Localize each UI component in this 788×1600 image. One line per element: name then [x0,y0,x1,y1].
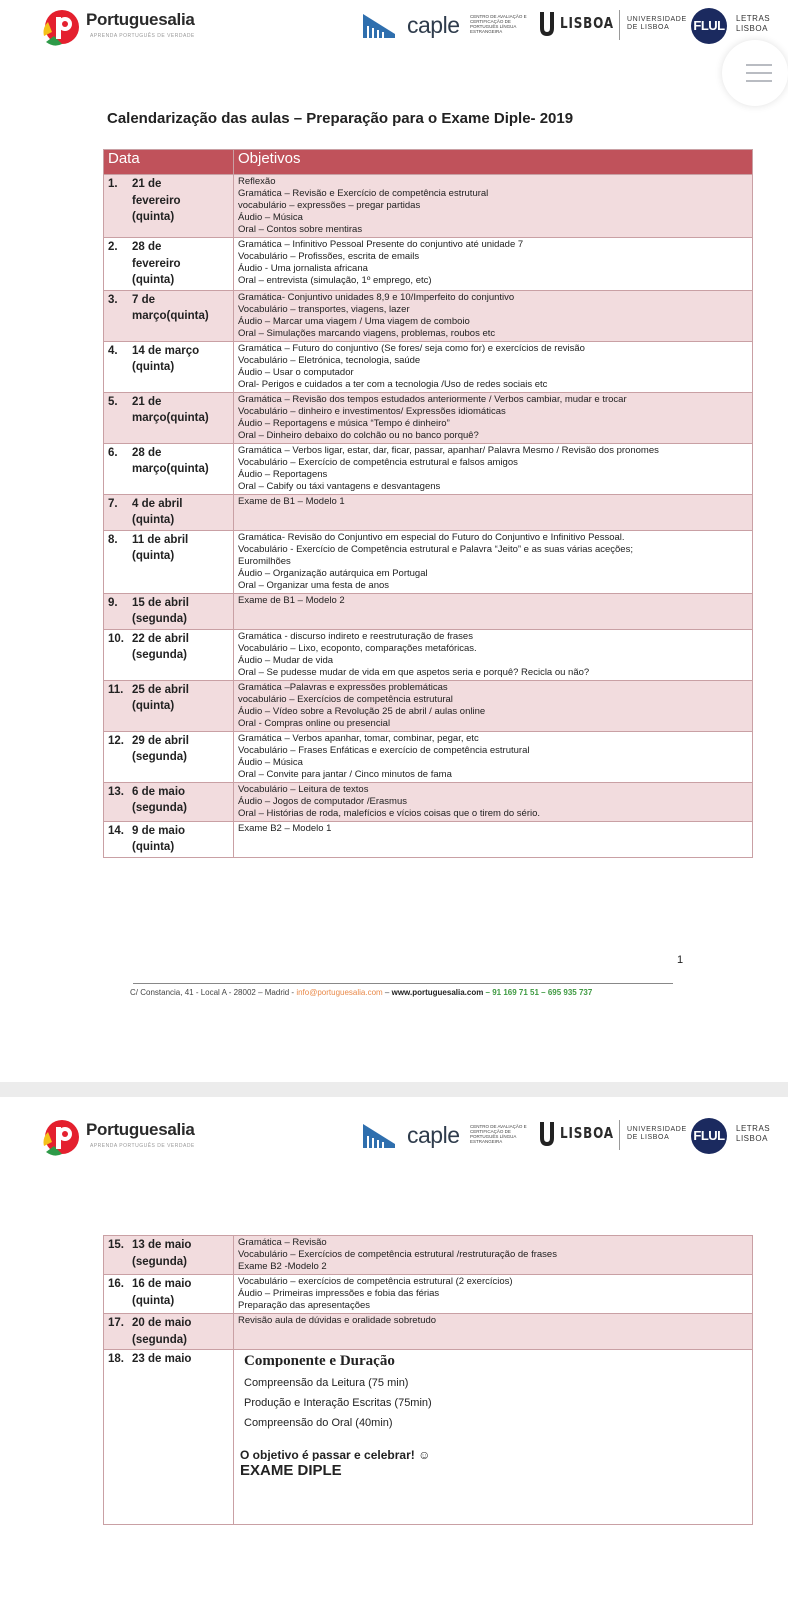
objective-line: Oral – Contos sobre mentiras [238,224,363,235]
date-line: (segunda) [132,1333,187,1346]
lesson-number: 13. [108,785,124,798]
lesson-number: 8. [108,533,118,546]
objective-line: Áudio – Marcar uma viagem / Uma viagem de comboio [238,315,470,327]
brand-tagline: APRENDA PORTUGUÊS DE VERDADE [90,33,195,39]
caple-subtitle: CENTRO DE AVALIAÇÃO E CERTIFICAÇÃO DE PORTUGUÊS LÍNGUA ESTRANGEIRA [470,1124,527,1144]
brand-name: Portuguesalia [86,1120,195,1139]
objective-line: Áudio – Mudar de vida [238,654,334,666]
objective-line: Vocabulário – Leitura de textos [238,783,369,795]
objective-line: Exame de B1 – Modelo 2 [238,594,345,606]
date-line: 9 de maio [132,824,186,837]
component-item: Compreensão do Oral (40min) [244,1417,393,1429]
date-line: (quinta) [132,841,175,853]
hamburger-menu-icon[interactable] [722,40,788,106]
letras-label: LETRAS LISBOA [736,14,771,33]
lesson-number: 11. [108,683,124,696]
schedule-row [104,593,753,629]
date-line: (quinta) [132,211,175,223]
objective-line: Vocabulário – exercícios de competência estrutural (2 exercícios) [238,1276,513,1287]
date-line: 14 de março [132,344,200,357]
objective-line: Áudio – Música [238,756,303,768]
lesson-objectives [234,530,753,593]
lesson-number: 4. [108,344,118,357]
date-line: (quinta) [132,550,175,562]
schedule-row [104,1314,753,1350]
objective-line: Oral – Simulações marcando viagens, problemas, roubos etc [238,327,496,339]
objective-line: Vocabulário – Lixo, ecoponto, comparações metafóricas. [238,642,477,654]
footer-email-link[interactable]: info@portuguesalia.com [296,988,383,997]
date-line: 16 de maio [132,1278,192,1290]
objective-line: Áudio – Usar o computador [238,366,354,378]
objective-line: Áudio – Reportagens e música “Tempo é dinheiro” [238,417,450,429]
lesson-objectives [234,629,753,680]
caple-subtitle: CENTRO DE AVALIAÇÃO E CERTIFICAÇÃO DE PORTUGUÊS LÍNGUA ESTRANGEIRA [470,14,527,34]
lesson-number: 1. [108,178,118,190]
objective-line: Gramática – Verbos ligar, estar, dar, ficar, passar, apanhar/ Palavra Mesmo / Revisão dos pronomes [238,444,659,456]
caple-logo-icon [361,1122,397,1150]
lesson-objectives [234,1314,753,1350]
lisboa-label: LISBOA [560,14,614,32]
date-line: (segunda) [132,802,187,814]
objective-line: Vocabulário – Exercícios de competência estrutural /restruturação de frases [238,1249,557,1260]
lesson-objectives [234,494,753,530]
universidade-label: UNIVERSIDADE DE LISBOA [627,16,687,31]
brand-tagline: APRENDA PORTUGUÊS DE VERDADE [90,1143,195,1149]
objective-line: Reflexão [238,176,276,187]
document-title: Calendarização das aulas – Preparação para o Exame Diple- 2019 [107,110,574,127]
date-line: 28 de [132,241,162,253]
objective-line: Exame B2 – Modelo 1 [238,822,332,834]
date-line: 25 de abril [132,683,189,696]
objective-line: Oral - Compras online ou presencial [238,717,391,729]
schedule-row [104,680,753,731]
schedule-row [104,1275,753,1314]
component-item: Compreensão da Leitura (75 min) [244,1377,409,1389]
lesson-date [104,782,234,821]
objective-line: Áudio – Organização autárquica em Portugal [238,567,428,579]
lesson-objectives [234,341,753,392]
exam-label: EXAME DIPLE [240,1465,342,1477]
date-line: (segunda) [132,1255,187,1268]
objective-line: Gramática - discurso indireto e reestruturação de frases [238,630,473,642]
schedule-row [104,392,753,443]
lesson-number: 16. [108,1278,124,1290]
lesson-date [104,341,234,392]
date-line: 28 de [132,446,162,459]
objective-line: Vocabulário – Frases Enfáticas e exercício de competência estrutural [238,744,530,756]
date-line: fevereiro [132,194,181,207]
component-item: Produção e Interação Escritas (75min) [244,1397,432,1409]
lesson-objectives [234,731,753,782]
document-page-2 [0,1097,788,1600]
objective-line: Oral – Convite para jantar / Cinco minutos de fama [238,768,452,780]
lesson-number: 12. [108,734,124,747]
ulisboa-logo-icon [537,10,557,38]
objective-line: vocabulário – expressões – pregar partidas [238,200,421,211]
lesson-date [104,680,234,731]
lesson-date [104,494,234,530]
date-line: março(quinta) [132,463,209,475]
schedule-table [103,149,753,858]
date-line: 4 de abril [132,497,183,510]
lesson-objectives [234,443,753,494]
objective-line: Gramática- Conjuntivo unidades 8,9 e 10/Imperfeito do conjuntivo [238,291,515,303]
objective-line: Oral- Perigos e cuidados a ter com a tecnologia /Uso de redes sociais etc [238,378,548,390]
objective-line: Vocabulário – Eletrónica, tecnologia, saúde [238,354,421,366]
schedule-row [104,341,753,392]
lesson-number: 3. [108,293,118,306]
date-line: (segunda) [132,649,187,661]
lesson-objectives [234,290,753,341]
objective-line: Gramática- Revisão do Conjuntivo em especial do Futuro do Conjuntivo e Infinitivo Pessoal. [238,531,625,543]
date-line: (quinta) [132,361,175,373]
lisboa-label: LISBOA [560,1124,614,1142]
page-header [0,1110,788,1170]
ulisboa-logo-icon [537,1120,557,1148]
schedule-row [104,629,753,680]
schedule-row [104,238,753,291]
lesson-number: 9. [108,596,118,609]
lesson-number: 14. [108,824,124,837]
caple-label: caple [407,1122,460,1148]
schedule-table-continued [103,1235,753,1525]
lesson-date [104,1236,234,1275]
lesson-objectives [234,1350,753,1525]
objective-line: Vocabulário – Exercício de competência estrutural e falsos amigos [238,456,518,468]
objective-line: Exame de B1 – Modelo 1 [238,495,345,507]
lesson-number: 10. [108,632,124,645]
schedule-row [104,1350,753,1525]
objective-line: Euromilhões [238,555,291,567]
objective-line: Oral – entrevista (simulação, 1º emprego, etc) [238,275,432,286]
date-line: 6 de maio [132,785,186,798]
objective-line: Revisão aula de dúvidas e oralidade sobretudo [238,1315,437,1326]
schedule-row [104,290,753,341]
schedule-row [104,782,753,821]
date-line: (quinta) [132,700,175,712]
column-header-objectives: Objetivos [234,150,753,175]
column-header-date: Data [104,150,234,175]
objective-line: vocabulário – Exercícios de competência estrutural [238,693,453,705]
date-line: (quinta) [132,274,175,286]
lesson-date [104,530,234,593]
schedule-row [104,443,753,494]
lesson-objectives [234,680,753,731]
lesson-date [104,1275,234,1314]
objective-line: Gramática – Revisão e Exercício de competência estrutural [238,188,489,199]
lesson-date [104,175,234,238]
schedule-row [104,821,753,857]
lesson-objectives [234,175,753,238]
objective-line: Oral – Se pudesse mudar de vida em que aspetos seria e porquê? Recicla ou não? [238,666,590,678]
lesson-number: 7. [108,497,118,510]
objective-line: Áudio – Reportagens [238,468,328,480]
objective-line: Vocabulário - Exercício de Competência estrutural e Palavra “Jeito” e as suas várias aceções; [238,543,633,555]
lesson-date [104,238,234,291]
date-line: março(quinta) [132,412,209,424]
lesson-date [104,1350,234,1525]
objective-line: Oral – Dinheiro debaixo do colchão ou no banco porquê? [238,429,479,441]
schedule-row [104,731,753,782]
objective-line: Oral – Cabify ou táxi vantagens e desvantagens [238,480,441,492]
date-line: 13 de maio [132,1239,192,1251]
date-line: (quinta) [132,1294,175,1307]
lesson-date [104,593,234,629]
page-header [0,0,788,60]
caple-logo-icon [361,12,397,40]
objective-line: Áudio – Jogos de computador /Erasmus [238,795,407,807]
date-line: 20 de maio [132,1317,192,1329]
date-line: 23 de maio [132,1353,192,1365]
objective-line: Vocabulário – dinheiro e investimentos/ Expressões idiomáticas [238,405,506,417]
lesson-objectives [234,1236,753,1275]
lesson-date [104,731,234,782]
lesson-number: 2. [108,241,118,253]
date-line: 21 de [132,178,162,190]
objective-line: Oral – Organizar uma festa de anos [238,579,390,591]
date-line: 15 de abril [132,596,189,609]
flul-logo: FLUL [691,1118,727,1154]
component-title: Componente e Duração [244,1355,395,1367]
objective-line: Oral – Histórias de roda, malefícios e vícios coisas que o tirem do sério. [238,807,541,819]
objective-line: Vocabulário – Profissões, escrita de emails [238,251,420,262]
objective-line: Áudio – Vídeo sobre a Revolução 25 de abril / aulas online [238,705,486,717]
footer-divider [133,983,673,984]
lesson-date [104,1314,234,1350]
lesson-date [104,290,234,341]
goal-text: O objetivo é passar e celebrar! ☺ [240,1449,431,1461]
schedule-row [104,494,753,530]
date-line: fevereiro [132,257,181,270]
date-line: 7 de [132,293,156,306]
objective-line: Áudio - Uma jornalista africana [238,263,368,274]
date-line: 22 de abril [132,632,189,645]
date-line: 11 de abril [132,533,189,546]
header-divider [619,1120,620,1150]
flul-logo: FLUL [691,8,727,44]
schedule-row [104,175,753,238]
page-footer: C/ Constancia, 41 - Local A - 28002 – Madrid - info@portuguesalia.com – www.portuguesalia.com – 91 169 71 51 – 695 935 737 [130,988,593,997]
lesson-date [104,443,234,494]
letras-label: LETRAS LISBOA [736,1124,771,1143]
date-line: março(quinta) [132,310,209,322]
caple-label: caple [407,12,460,38]
objective-line: Gramática – Infinitivo Pessoal Presente do conjuntivo até unidade 7 [238,239,524,250]
lesson-objectives [234,593,753,629]
schedule-row [104,530,753,593]
objective-line: Vocabulário – transportes, viagens, lazer [238,303,410,315]
objective-line: Gramática – Futuro do conjuntivo (Se fores/ seja como for) e exercícios de revisão [238,342,585,354]
footer-website-link[interactable]: www.portuguesalia.com [391,988,484,997]
header-divider [619,10,620,40]
date-line: 21 de [132,395,162,408]
lesson-number: 5. [108,395,118,408]
lesson-date [104,392,234,443]
lesson-number: 17. [108,1317,124,1329]
lesson-objectives [234,821,753,857]
objective-line: Gramática – Revisão dos tempos estudados anteriormente / Verbos cambiar, mudar e trocar [238,393,627,405]
objective-line: Áudio – Primeiras impressões e fobia das férias [238,1288,440,1299]
objective-line: Áudio – Música [238,212,303,223]
lesson-objectives [234,392,753,443]
lesson-number: 6. [108,446,118,459]
objective-line: Gramática –Palavras e expressões problemáticas [238,681,448,693]
schedule-row [104,1236,753,1275]
objective-line: Preparação das apresentações [238,1300,371,1311]
lesson-number: 15. [108,1239,124,1251]
universidade-label: UNIVERSIDADE DE LISBOA [627,1126,687,1141]
date-line: (quinta) [132,514,175,526]
brand-name: Portuguesalia [86,10,195,29]
date-line: (segunda) [132,751,187,763]
lesson-date [104,629,234,680]
lesson-number: 18. [108,1353,124,1365]
lesson-objectives [234,1275,753,1314]
objective-line: Gramática – Verbos apanhar, tomar, combinar, pegar, etc [238,732,479,744]
objective-line: Exame B2 -Modelo 2 [238,1261,327,1272]
objective-line: Gramática – Revisão [238,1237,327,1248]
page-number: 1 [677,954,684,966]
portuguesalia-logo [40,1118,80,1158]
lesson-objectives [234,782,753,821]
portuguesalia-logo [40,8,80,48]
lesson-objectives [234,238,753,291]
lesson-date [104,821,234,857]
date-line: 29 de abril [132,734,189,747]
date-line: (segunda) [132,613,187,625]
